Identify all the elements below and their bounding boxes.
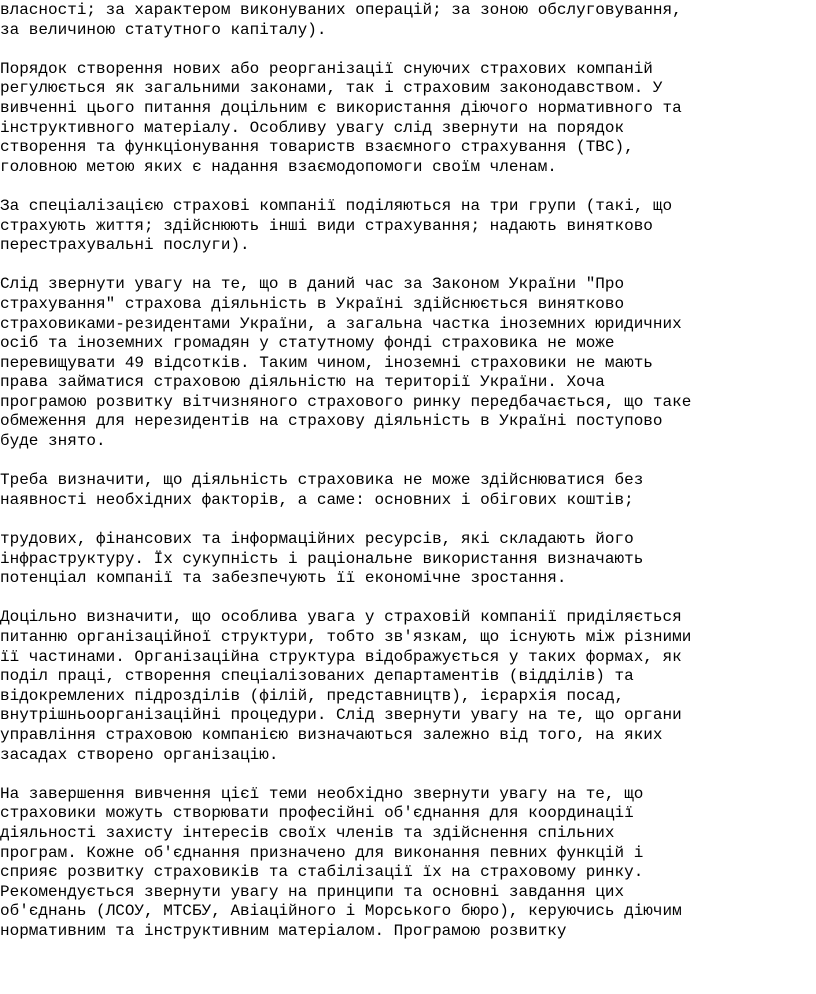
text-line: інфраструктуру. Їх сукупність і раціональне використання визначають: [0, 549, 644, 568]
text-line: власності; за характером виконуваних операцій; за зоною обслуговування,: [0, 1, 682, 19]
text-line: поділ праці, створення спеціалізованих департаментів (відділів) та: [0, 667, 634, 686]
text-line: Рекомендується звернути увагу на принципи та основні завдання цих: [0, 882, 625, 901]
text-line: Порядок створення нових або реорганізації снуючих страхових компаній: [0, 59, 653, 78]
text-line: відокремлених підрозділів (філій, представництв), ієрархія посад,: [0, 686, 625, 705]
text-line: страхування" страхова діяльність в Україні здійснюється винятково: [0, 294, 625, 313]
text-line: нормативним та інструктивним матеріалом. Програмою розвитку: [0, 921, 567, 940]
paragraph-7: [0, 608, 816, 765]
document-body: [0, 1, 816, 942]
text-line: питанню організаційної структури, тобто зв'язкам, що існують між різними: [0, 628, 692, 646]
text-line: програмою розвитку вітчизняного страхового ринку передбачається, що таке: [0, 392, 692, 411]
text-line: її частинами. Організаційна структура відображується у таких формах, як: [0, 647, 682, 666]
text-line: страховики можуть створювати професійні об'єднання для координації: [0, 804, 634, 823]
text-line: страховиками-резидентами України, а загальна частка іноземних юридичних: [0, 314, 682, 333]
text-line: трудових, фінансових та інформаційних ресурсів, які складають його: [0, 530, 634, 549]
text-line: права займатися страховою діяльністю на території України. Хоча: [0, 373, 605, 392]
text-line: регулюється як загальними законами, так і страховим законодавством. У: [0, 79, 663, 98]
text-line: потенціал компанії та забезпечують її економічне зростання.: [0, 569, 567, 588]
text-line: обмеження для нерезидентів на страхову діяльність в Україні поступово: [0, 412, 663, 431]
text-line: управління страховою компанією визначаються залежно від того, на яких: [0, 725, 663, 744]
text-line: сприяє розвитку страховиків та стабілізації їх на страховому ринку.: [0, 863, 644, 882]
text-line: страхують життя; здійснюють інші види страхування; надають винятково: [0, 216, 653, 235]
text-line: створення та функціонування товариств взаємного страхування (ТВС),: [0, 138, 634, 157]
paragraph-6: [0, 530, 816, 589]
paragraph-2: [0, 60, 816, 178]
text-line: діяльності захисту інтересів своїх членів та здійснення спільних: [0, 823, 615, 842]
text-line: інструктивного матеріалу. Особливу увагу слід звернути на порядок: [0, 118, 625, 137]
paragraph-8: [0, 785, 816, 942]
text-line: буде знято.: [0, 432, 106, 451]
text-line: головною метою яких є надання взаємодопомоги своїм членам.: [0, 157, 557, 176]
text-line: осіб та іноземних громадян у статутному фонді страховика не може: [0, 334, 615, 353]
paragraph-3: [0, 197, 816, 256]
text-line: програм. Кожне об'єднання призначено для виконання певних функцій і: [0, 843, 644, 862]
text-line: Доцільно визначити, що особлива увага у страховій компанії приділяється: [0, 608, 682, 627]
text-line: об'єднань (ЛСОУ, МТСБУ, Авіаційного і Морського бюро), керуючись діючим: [0, 902, 682, 921]
text-line: перестрахувальні послуги).: [0, 236, 250, 255]
text-line: вивченні цього питання доцільним є використання діючого нормативного та: [0, 98, 682, 117]
text-line: За спеціалізацією страхові компанії поділяються на три групи (такі, що: [0, 196, 673, 215]
paragraph-1: [0, 1, 816, 40]
paragraph-4: [0, 275, 816, 451]
text-line: внутрішньоорганізаційні процедури. Слід звернути увагу на те, що органи: [0, 706, 682, 725]
text-line: за величиною статутного капіталу).: [0, 20, 327, 39]
text-line: наявності необхідних факторів, а саме: основних і обігових коштів;: [0, 490, 634, 509]
text-line: Слід звернути увагу на те, що в даний час за Законом України "Про: [0, 275, 625, 294]
text-line: На завершення вивчення цієї теми необхідно звернути увагу на те, що: [0, 784, 644, 803]
text-line: засадах створено організацію.: [0, 745, 279, 764]
text-line: Треба визначити, що діяльність страховика не може здійснюватися без: [0, 471, 644, 490]
text-line: перевищувати 49 відсотків. Таким чином, іноземні страховики не мають: [0, 353, 653, 372]
paragraph-5: [0, 471, 816, 510]
